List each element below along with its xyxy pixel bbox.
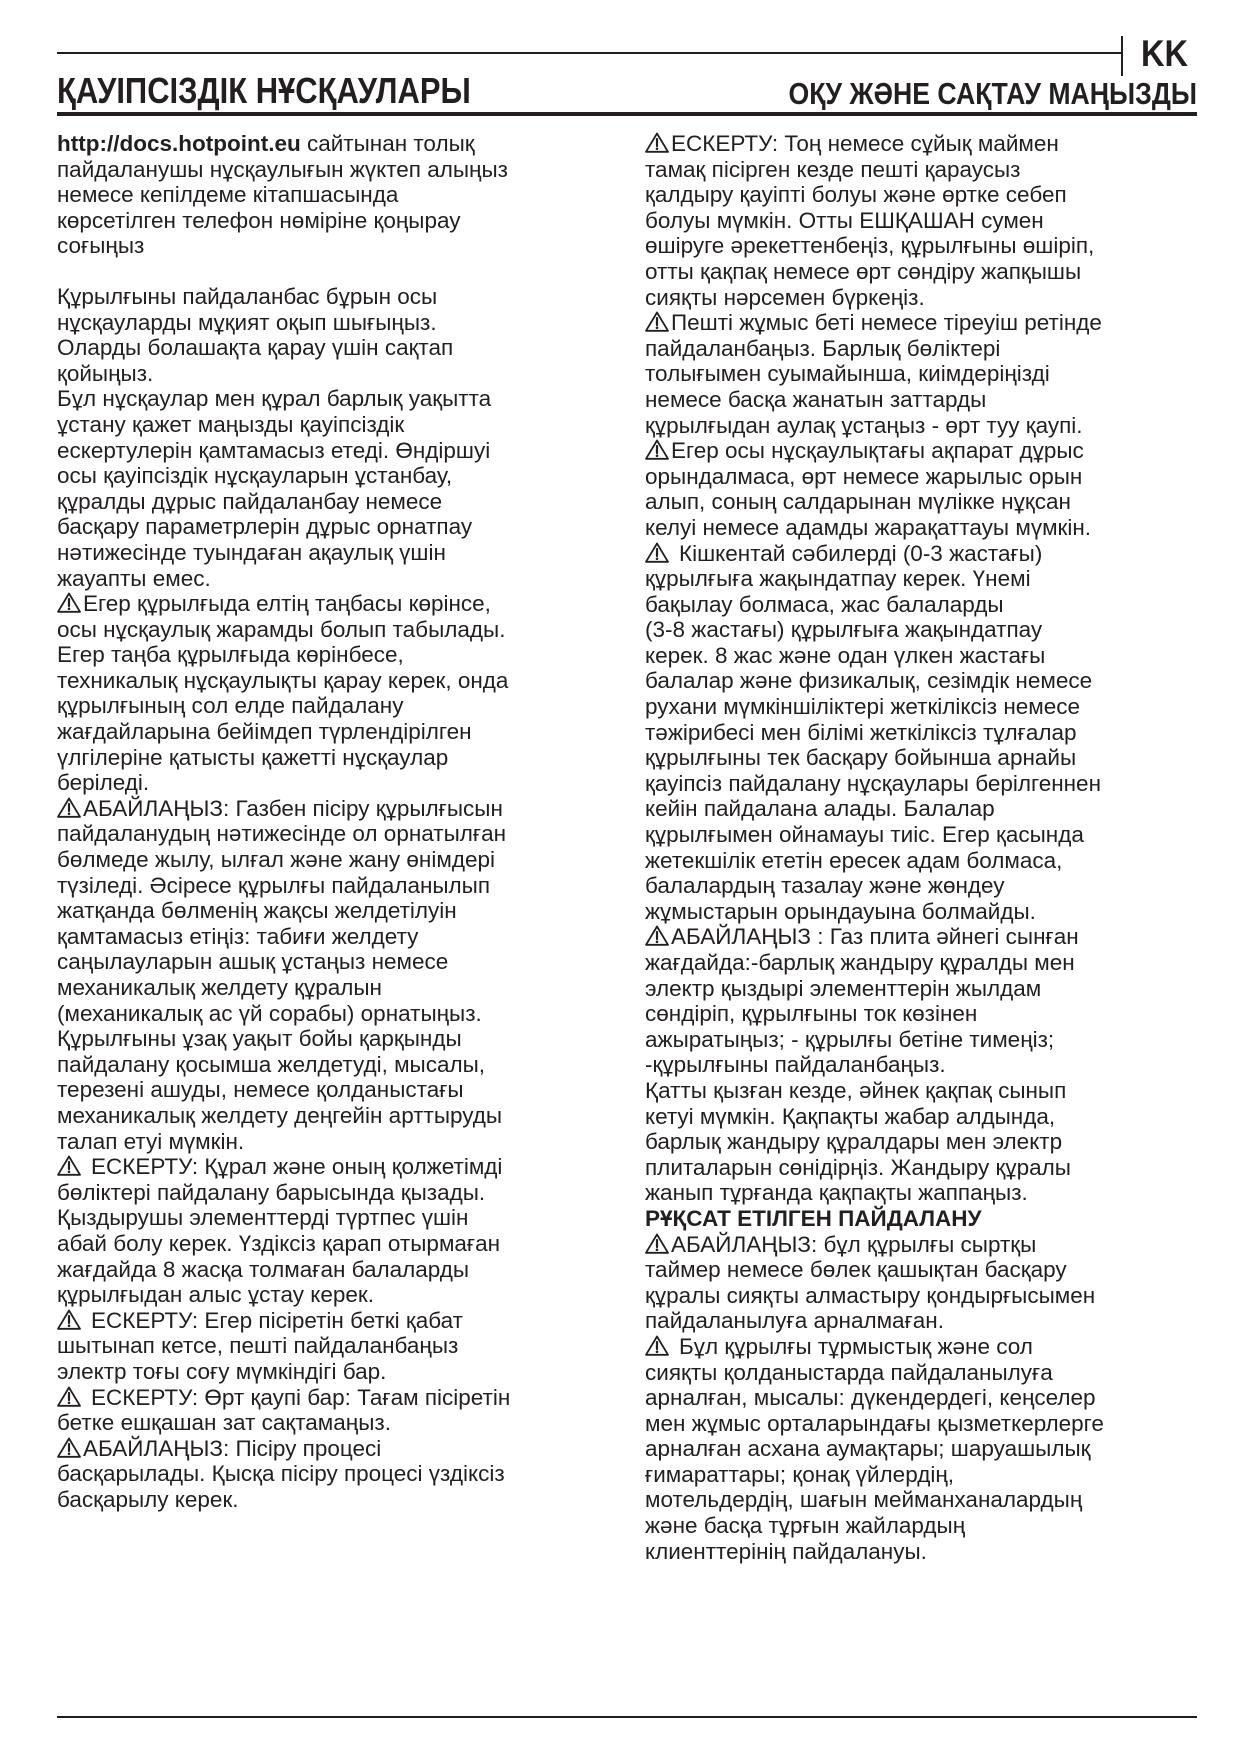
- warning-paragraph: [57, 1436, 617, 1513]
- left-column: [57, 131, 617, 1512]
- text-line-content: -құрылғыны пайдаланбаңыз.: [645, 1052, 946, 1078]
- text-line: [57, 1205, 617, 1231]
- text-line: [645, 1052, 1205, 1078]
- text-line: [57, 642, 617, 668]
- text-line: [57, 1231, 617, 1257]
- text-line-content: өшіруге әрекеттенбеңіз, құрылғыны өшіріп,: [645, 233, 1095, 259]
- header-tick-mark: [1121, 36, 1123, 76]
- text-line-content: Бұл құрылғы тұрмыстық және сол: [679, 1333, 1033, 1359]
- text-line-content: жанып тұрғанда қақпақты жаппаңыз.: [645, 1180, 1028, 1206]
- text-line-content: ажыратыңыз; - құрылғы бетіне тимеңіз;: [645, 1026, 1055, 1052]
- text-line-content: (3-8 жастағы) құрылғыға жақындатпау: [645, 617, 1043, 643]
- text-line: [57, 796, 617, 822]
- text-line-content: АБАЙЛАҢЫЗ: Газбен пісіру құрылғысын: [83, 795, 503, 821]
- text-line: [57, 1487, 617, 1513]
- text-line: [57, 821, 617, 847]
- warning-paragraph: [57, 1308, 617, 1385]
- warning-paragraph: [57, 591, 617, 796]
- text-line-content: отты қақпақ немесе өрт сөндіру жапқышы: [645, 258, 1082, 284]
- text-line-content: Құрылғыны ұзақ уақыт бойы қарқынды: [57, 1026, 462, 1052]
- text-line-content: Егер құрылғыда елтің таңбасы көрінсе,: [83, 591, 491, 617]
- text-line: [645, 1232, 1205, 1258]
- text-line-content: Қатты қызған кезде, әйнек қақпақ сынып: [645, 1077, 1067, 1103]
- text-line-content: сөндіріп, құрылғыны ток көзінен: [645, 1001, 978, 1027]
- text-line: [645, 1411, 1205, 1437]
- text-line: [645, 976, 1205, 1002]
- text-line-content: ЕСКЕРТУ: Құрал және оның қолжетімді: [91, 1154, 503, 1180]
- text-line: [645, 336, 1205, 362]
- warning-triangle-icon: [57, 1309, 81, 1330]
- text-line-content: құрылғының сол елде пайдалану: [57, 693, 404, 719]
- text-line: [645, 1462, 1205, 1488]
- text-line-content: толығымен суымайынша, киімдеріңізді: [645, 361, 1050, 387]
- text-line-content: құрылғыдан алыс ұстау керек.: [57, 1282, 374, 1308]
- page-title: ҚАУІПСІЗДІК НҰСҚАУЛАРЫ: [57, 70, 471, 111]
- text-line: [645, 361, 1205, 387]
- text-line-content: АБАЙЛАҢЫЗ: Пісіру процесі: [83, 1435, 382, 1461]
- text-line: [57, 591, 617, 617]
- intro-line: көрсетілген телефон нөміріне қоңырау: [57, 207, 461, 233]
- text-line-content: сияқты нәрсемен бүркеңіз.: [645, 284, 925, 310]
- text-line: [57, 770, 617, 796]
- text-line-content: пайдаланылуға арналмаған.: [645, 1308, 944, 1334]
- text-line: [57, 873, 617, 899]
- text-line-content: құрылғымен ойнамауы тиіс. Егер қасында: [645, 822, 1084, 848]
- text-line-content: тамақ пісірген кезде пешті қараусыз: [645, 156, 1021, 182]
- text-line-content: клиенттерінің пайдалануы.: [645, 1538, 927, 1564]
- text-line: [57, 514, 617, 540]
- text-line-content: түзіледі. Әсіресе құрылғы пайдаланылып: [57, 872, 491, 898]
- text-line: [645, 643, 1205, 669]
- warning-triangle-icon: [645, 925, 669, 946]
- text-line: [57, 1359, 617, 1385]
- text-line: [645, 822, 1205, 848]
- text-line: [645, 233, 1205, 259]
- text-line: [57, 1282, 617, 1308]
- text-line: [645, 592, 1205, 618]
- text-line: [645, 515, 1205, 541]
- text-line-content: ескертулерін қамтамасыз етеді. Өндіршуі: [57, 437, 491, 463]
- page-subtitle: ОҚУ ЖӘНЕ САҚТАУ МАҢЫЗДЫ: [788, 76, 1197, 111]
- text-line: [645, 848, 1205, 874]
- text-line: [57, 745, 617, 771]
- text-line: [57, 898, 617, 924]
- text-line-content: қалдыру қауіпті болуы және өртке себеп: [645, 182, 1067, 208]
- warning-paragraph: [57, 1385, 617, 1436]
- intro-text: сайтынан толық: [300, 131, 475, 156]
- text-line-content: қауіпсіз пайдалану нұсқаулары берілгеннен: [645, 770, 1101, 796]
- text-line: [57, 1308, 617, 1334]
- text-line: [57, 1103, 617, 1129]
- text-line: [645, 541, 1205, 567]
- text-line: [645, 796, 1205, 822]
- intro-line: пайдаланушы нұсқаулығын жүктеп алыңыз: [57, 156, 508, 182]
- footer-rule: [57, 1716, 1197, 1718]
- text-line: [57, 386, 617, 412]
- text-line-content: осы нұсқаулық жарамды болып табылады.: [57, 616, 506, 642]
- text-line: [57, 1257, 617, 1283]
- intro-line: [57, 131, 617, 157]
- text-line: [57, 693, 617, 719]
- text-line: [645, 489, 1205, 515]
- text-line: [645, 950, 1205, 976]
- text-line: [57, 719, 617, 745]
- text-line-content: басқарылады. Қысқа пісіру процесі үздіксіз: [57, 1461, 505, 1487]
- text-line: [57, 1077, 617, 1103]
- warning-paragraph: [645, 1232, 1205, 1334]
- text-line-content: механикалық желдету деңгейін арттыруды: [57, 1102, 503, 1128]
- text-line-content: (механикалық ас үй сорабы) орнатыңыз.: [57, 1000, 482, 1026]
- text-line-content: жағдайда 8 жасқа толмаған балаларды: [57, 1256, 470, 1282]
- text-line-content: келуі немесе адамды жарақаттауы мүмкін.: [645, 514, 1092, 540]
- text-line-content: құралды дұрыс пайдаланбау немесе: [57, 488, 443, 514]
- text-line-content: пайдаланудың нәтижесінде ол орнатылған: [57, 821, 507, 847]
- text-line: [645, 1539, 1205, 1565]
- text-line-content: үлгілеріне қатысты қажетті нұсқаулар: [57, 744, 449, 770]
- text-line-content: ЕСКЕРТУ: Егер пісіретін беткі қабат: [91, 1307, 463, 1333]
- text-line: [57, 463, 617, 489]
- text-line: [645, 1360, 1205, 1386]
- warning-triangle-icon: [645, 542, 669, 563]
- text-line: [57, 1436, 617, 1462]
- text-line-content: АБАЙЛАҢЫЗ : Газ плита әйнегі сынған: [671, 924, 1079, 950]
- text-line: [645, 1180, 1205, 1206]
- text-line-content: кетуі мүмкін. Қақпақты жабар алдында,: [645, 1103, 1056, 1129]
- text-line: [57, 949, 617, 975]
- text-line-content: РҰҚСАТ ЕТІЛГЕН ПАЙДАЛАНУ: [645, 1205, 982, 1231]
- text-line-content: электр тоғы соғу мүмкіндігі бар.: [57, 1358, 387, 1384]
- text-line-content: пайдалану қосымша желдетуді, мысалы,: [57, 1051, 486, 1077]
- text-line: [645, 1206, 1205, 1232]
- warning-triangle-icon: [57, 1386, 81, 1407]
- warning-triangle-icon: [57, 1155, 81, 1176]
- text-line-content: жетекшілік ететін ересек адам болмаса,: [645, 847, 1063, 873]
- text-line-content: беріледі.: [57, 770, 150, 796]
- text-line: [57, 1385, 617, 1411]
- text-line: [57, 335, 617, 361]
- text-line: [645, 1487, 1205, 1513]
- text-line-content: құрылғыға жақындатпау керек. Үнемі: [645, 566, 1031, 592]
- text-line: [645, 566, 1205, 592]
- right-column: [645, 131, 1205, 1564]
- text-line: [57, 1180, 617, 1206]
- text-line: [57, 1461, 617, 1487]
- docs-link[interactable]: http://docs.hotpoint.eu: [57, 131, 301, 156]
- text-line-content: рухани мүмкіншіліктері жеткіліксіз немесе: [645, 694, 1081, 720]
- header-top-rule: [57, 52, 1122, 54]
- text-line: [645, 1027, 1205, 1053]
- text-line: [645, 1385, 1205, 1411]
- text-line-content: қамтамасыз етіңіз: табиғи желдету: [57, 923, 419, 949]
- text-line-content: Бұл нұсқаулар мен құрал барлық уақытта: [57, 386, 492, 412]
- text-line-content: балалар және физикалық, сезімдік немесе: [645, 668, 1093, 694]
- text-line-content: нәтижесінде туындаған ақаулық үшін: [57, 539, 446, 565]
- text-line: [57, 284, 617, 310]
- language-code: KK: [1141, 33, 1189, 74]
- text-line-content: плиталарын сөнідірңіз. Жандыру құралы: [645, 1154, 1071, 1180]
- text-line-content: арналған асхана аумақтары; шаруашылық: [645, 1436, 1091, 1462]
- text-line-content: абай болу керек. Үздіксіз қарап отырмаған: [57, 1230, 501, 1256]
- warning-triangle-icon: [645, 1335, 669, 1356]
- text-line: [57, 668, 617, 694]
- text-line: [645, 720, 1205, 746]
- text-line: [645, 1257, 1205, 1283]
- text-line-content: құрылғыдан аулақ ұстаңыз - өрт туу қаупі.: [645, 412, 1083, 438]
- text-line-content: механикалық желдету құралын: [57, 975, 382, 1000]
- text-line: [645, 413, 1205, 439]
- text-line: [645, 208, 1205, 234]
- text-line-content: Қыздырушы элементтерді түртпес үшін: [57, 1205, 469, 1231]
- text-line: [57, 847, 617, 873]
- intro-line: соғыңыз: [57, 233, 145, 259]
- intro-line: немесе кепілдеме кітапшасында: [57, 182, 399, 208]
- header-bottom-rule: [57, 112, 1197, 116]
- text-line-content: мотельдердің, шағын мейманханалардың: [645, 1487, 1083, 1513]
- right-paragraphs: [645, 131, 1205, 1564]
- text-line: [57, 1001, 617, 1027]
- text-line-content: орындалмаса, өрт немесе жарылыс орын: [645, 463, 1083, 489]
- text-line-content: жағдайларына бейімдеп түрлендірілген: [57, 719, 472, 745]
- text-line-content: осы қауіпсіздік нұсқауларын ұстанбау,: [57, 463, 453, 489]
- text-line: [645, 131, 1205, 157]
- warning-paragraph: [57, 796, 617, 1154]
- text-line: [645, 310, 1205, 336]
- text-line-content: бөлмеде жылу, ылғал және жану өнімдері: [57, 847, 495, 873]
- paragraph-gap: [57, 259, 617, 284]
- text-line-content: бөліктері пайдалану барысында қызады.: [57, 1179, 486, 1205]
- text-line-content: қойыңыз.: [57, 360, 154, 386]
- text-line: [645, 668, 1205, 694]
- text-line-content: ЕСКЕРТУ: Өрт қаупі бар: Тағам пісіретін: [91, 1384, 511, 1410]
- text-line: [645, 1104, 1205, 1130]
- text-line-content: болуы мүмкін. Отты ЕШҚАШАН сумен: [645, 207, 1044, 233]
- text-line: [645, 464, 1205, 490]
- text-line-content: бақылау болмаса, жас балаларды: [645, 591, 1004, 617]
- text-line-content: басқарылу керек.: [57, 1486, 239, 1512]
- paragraph: [645, 1078, 1205, 1206]
- section-heading: [645, 1206, 1205, 1232]
- text-line-content: нұсқауларды мұқият оқып шығыңыз.: [57, 309, 437, 335]
- text-line: [645, 1436, 1205, 1462]
- text-line: [57, 975, 617, 1001]
- text-line: [57, 566, 617, 592]
- text-line: [645, 617, 1205, 643]
- text-line: [645, 387, 1205, 413]
- warning-paragraph: [645, 438, 1205, 540]
- text-line-content: ғимараттары; қонақ үйлердің,: [645, 1461, 955, 1487]
- text-line: [645, 1001, 1205, 1027]
- text-line: [645, 694, 1205, 720]
- text-line: [645, 899, 1205, 925]
- text-line: [645, 771, 1205, 797]
- text-line-content: Егер осы нұсқаулықтағы ақпарат дұрыс: [671, 438, 1084, 464]
- warning-paragraph: [645, 1334, 1205, 1564]
- text-line-content: Кішкентай сәбилерді (0-3 жастағы): [679, 540, 1043, 566]
- text-line-content: Құрылғыны пайдаланбас бұрын осы: [57, 283, 438, 309]
- text-line: [57, 438, 617, 464]
- text-line: [57, 1052, 617, 1078]
- text-line-content: шытынап кетсе, пешті пайдаланбаңыз: [57, 1333, 459, 1359]
- intro-paragraph: [57, 131, 617, 259]
- text-line-content: сияқты қолданыстарда пайдаланылуға: [645, 1359, 1053, 1385]
- text-line-content: ЕСКЕРТУ: Тоң немесе сұйық маймен: [671, 131, 1059, 156]
- paragraph: [57, 284, 617, 591]
- text-line: [645, 1283, 1205, 1309]
- text-line-content: кейін пайдалана алады. Балалар: [645, 796, 995, 822]
- text-line: [645, 1513, 1205, 1539]
- text-line: [645, 285, 1205, 311]
- text-line: [645, 157, 1205, 183]
- text-line-content: талап етуі мүмкін.: [57, 1128, 245, 1154]
- warning-triangle-icon: [57, 1437, 81, 1458]
- text-line-content: мен жұмыс орталарындағы қызметкерлерге: [645, 1410, 1104, 1436]
- warning-triangle-icon: [57, 797, 81, 818]
- text-line-content: басқару параметрлерін дұрыс орнатпау: [57, 514, 473, 540]
- text-line-content: АБАЙЛАҢЫЗ: бұл құрылғы сыртқы: [671, 1231, 1037, 1257]
- text-line-content: терезені ашуды, немесе қолданыстағы: [57, 1077, 464, 1103]
- warning-paragraph: [645, 310, 1205, 438]
- text-line-content: пайдаланбаңыз. Барлық бөліктері: [645, 335, 1001, 361]
- text-line-content: таймер немесе бөлек қашықтан басқару: [645, 1257, 1067, 1283]
- text-line: [57, 489, 617, 515]
- text-line-content: немесе басқа жанатын заттарды: [645, 386, 987, 412]
- warning-paragraph: [645, 541, 1205, 925]
- warning-triangle-icon: [57, 592, 81, 613]
- text-line-content: балалардың тазалау және жөндеу: [645, 873, 1005, 899]
- warning-paragraph: [645, 924, 1205, 1078]
- text-line: [645, 873, 1205, 899]
- text-line: [57, 1026, 617, 1052]
- text-line: [57, 1333, 617, 1359]
- text-line-content: және басқа тұрғын жайлардың: [645, 1513, 966, 1539]
- text-line-content: алып, соның салдарынан мүлікке нұқсан: [645, 489, 1071, 515]
- warning-triangle-icon: [645, 439, 669, 460]
- text-line: [645, 259, 1205, 285]
- warning-paragraph: [645, 131, 1205, 310]
- text-line-content: жұмыстарын орындауына болмайды.: [645, 898, 1036, 924]
- text-line-content: жағдайда:-барлық жандыру құралды мен: [645, 950, 1075, 975]
- text-line-content: құралы сияқты алмастыру қондырғысымен: [645, 1282, 1096, 1308]
- text-line: [645, 924, 1205, 950]
- text-line: [57, 540, 617, 566]
- text-line-content: техникалық нұсқаулықты қарау керек, онда: [57, 667, 509, 693]
- text-line-content: Оларды болашақта қарау үшін сақтап: [57, 335, 454, 361]
- text-line: [57, 1129, 617, 1155]
- text-line: [645, 745, 1205, 771]
- text-line-content: бетке ешқашан зат сақтамаңыз.: [57, 1410, 391, 1436]
- left-paragraphs: [57, 284, 617, 1513]
- text-line: [57, 617, 617, 643]
- warning-triangle-icon: [645, 1233, 669, 1254]
- text-line: [57, 924, 617, 950]
- text-line-content: Пешті жұмыс беті немесе тіреуіш ретінде: [671, 310, 1102, 336]
- text-line-content: жауапты емес.: [57, 565, 211, 591]
- text-line: [645, 1155, 1205, 1181]
- text-line: [645, 1078, 1205, 1104]
- text-line-content: барлық жандыру құралдары мен электр: [645, 1129, 1063, 1155]
- warning-paragraph: [57, 1154, 617, 1308]
- warning-triangle-icon: [645, 311, 669, 332]
- text-line: [57, 310, 617, 336]
- text-line-content: электр қыздырі элементтерін жылдам: [645, 975, 1042, 1001]
- text-line: [645, 1308, 1205, 1334]
- warning-triangle-icon: [645, 132, 669, 153]
- text-line-content: тәжірибесі мен білімі жеткіліксіз тұлғалар: [645, 719, 1077, 745]
- text-line: [645, 1334, 1205, 1360]
- text-line: [57, 1410, 617, 1436]
- text-line: [645, 438, 1205, 464]
- text-line: [57, 1154, 617, 1180]
- text-line-content: құрылғыны тек басқару бойынша арнайы: [645, 745, 1077, 771]
- text-line: [645, 182, 1205, 208]
- text-line-content: Егер таңба құрылғыда көрінбесе,: [57, 642, 404, 668]
- text-line: [57, 361, 617, 387]
- text-line: [57, 412, 617, 438]
- text-line-content: ұстану қажет маңызды қауіпсіздік: [57, 411, 405, 437]
- text-line-content: арналған, мысалы: дүкендердегі, кеңселер: [645, 1385, 1096, 1411]
- text-line: [645, 1129, 1205, 1155]
- text-line-content: керек. 8 жас және одан үлкен жастағы: [645, 642, 1046, 668]
- text-line-content: саңылауларын ашық ұстаңыз немесе: [57, 949, 449, 975]
- text-line-content: жатқанда бөлменің жақсы желдетілуін: [57, 898, 457, 924]
